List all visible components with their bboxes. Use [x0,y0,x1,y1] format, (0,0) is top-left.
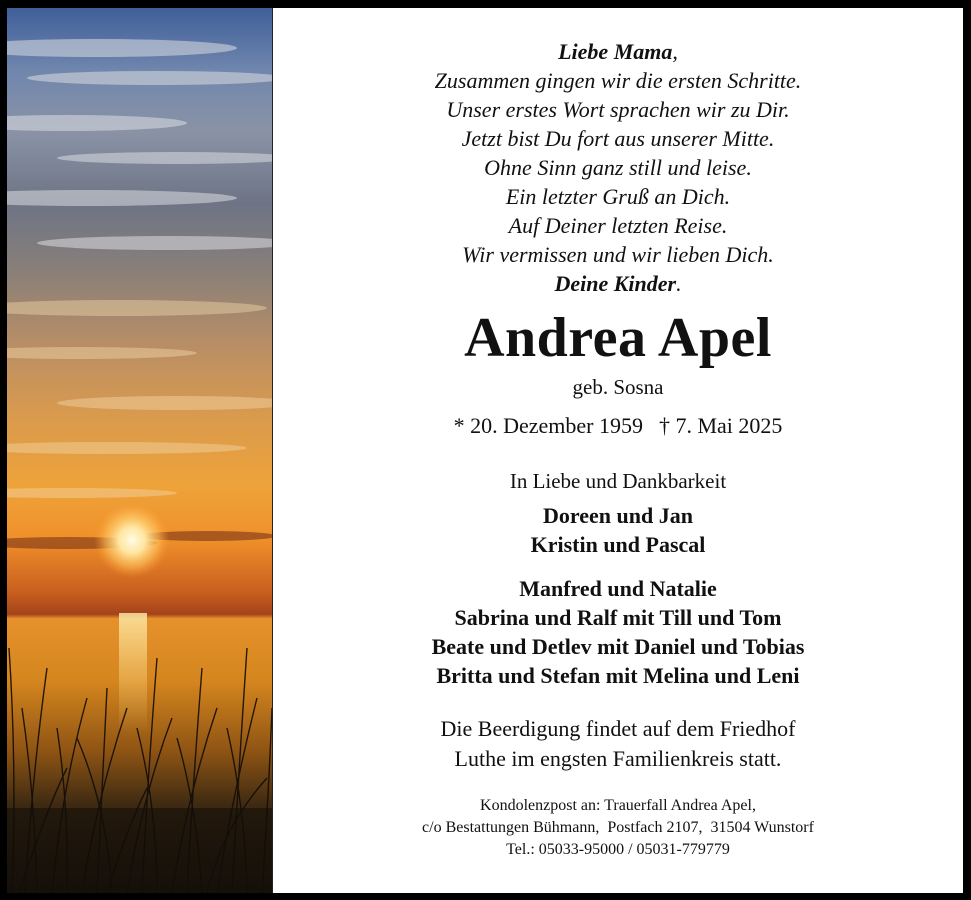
notice-text [273,8,963,893]
mourners-intro: In Liebe und Dankbarkeit [509,469,727,493]
mourner-line: Kristin und Pascal [530,532,706,557]
burial-info: Luthe im engsten Familienkreis statt. [454,746,782,771]
poem-line: Wir vermissen und wir lieben Dich. [462,242,774,267]
sunset-photo [7,8,273,893]
mourner-line: Manfred und Natalie [519,576,717,601]
death-date: † 7. Mai 2025 [658,413,783,438]
poem-signoff: Deine Kinder. [554,271,682,296]
burial-info: Die Beerdigung findet auf dem Friedhof [440,716,796,741]
mourner-line: Sabrina und Ralf mit Till und Tom [454,605,782,630]
mourner-line: Beate und Detlev mit Daniel und Tobias [431,634,805,659]
birth-date: * 20. Dezember 1959 [453,413,643,438]
deceased-name: Andrea Apel [464,307,772,369]
life-dates [273,412,963,440]
poem-line: Ein letzter Gruß an Dich. [505,184,731,209]
poem-line: Jetzt bist Du fort aus unserer Mitte. [461,126,775,151]
poem-line: Zusammen gingen wir die ersten Schritte. [434,68,802,93]
poem-greeting: Liebe Mama, [558,39,678,64]
contact-line: Kondolenzpost an: Trauerfall Andrea Apel, [480,797,756,814]
poem-line: Unser erstes Wort sprachen wir zu Dir. [446,97,790,122]
contact-line: c/o Bestattungen Bühmann, Postfach 2107, 31504 Wunstorf [422,819,814,836]
contact-phone: Tel.: 05033-95000 / 05031-779779 [506,841,730,858]
poem-line: Ohne Sinn ganz still und leise. [484,155,752,180]
mourner-line: Britta und Stefan mit Melina und Leni [436,663,800,688]
mourner-line: Doreen und Jan [543,503,693,528]
poem-line: Auf Deiner letzten Reise. [508,213,728,238]
birth-name: geb. Sosna [572,375,664,399]
